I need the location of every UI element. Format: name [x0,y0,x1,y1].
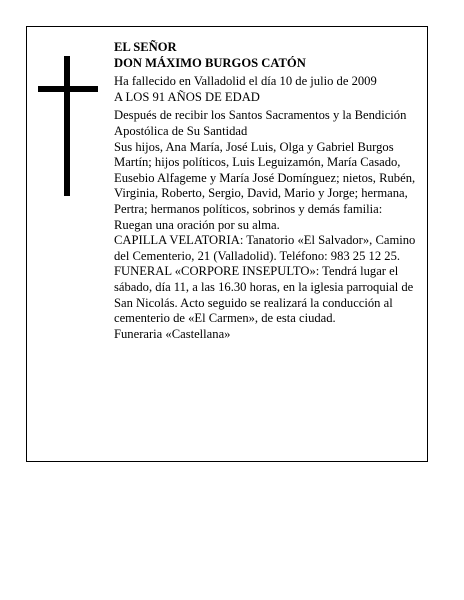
age-statement: A LOS 91 AÑOS DE EDAD [114,89,260,104]
death-statement: Ha fallecido en Valladolid el día 10 de julio de 2009 [114,74,377,89]
cross-icon [38,56,98,196]
sacraments-statement: Después de recibir los Santos Sacramentos y la Bendición Apostólica de Su Santidad [114,108,407,138]
funeral-home: Funeraria «Castellana» [114,326,231,341]
obituary-content [114,40,430,342]
cross-horizontal-bar [38,86,98,92]
funeral-info: FUNERAL «CORPORE INSEPULTO»: Tendrá lugar el sábado, día 11, a las 16.30 horas, en la iglesia parroquial de San Nicolás. Acto seguido se realizará la conducción al cementerio de «El Carmen», de esta ciudad. [114,264,414,326]
notice-title: EL SEÑOR [114,40,177,54]
deceased-name: DON MÁXIMO BURGOS CATÓN [114,55,306,70]
chapel-info: CAPILLA VELATORIA: Tanatorio «El Salvador», Camino del Cementerio, 21 (Valladolid). Teléfono: 983 25 12 25. [114,233,416,263]
prayer-request: Ruegan una oración por su alma. [114,217,280,232]
cross-vertical-bar [64,56,70,196]
family-list: Sus hijos, Ana María, José Luis, Olga y Gabriel Burgos Martín; hijos políticos, Luis Leguizamón, María Casado, Eusebio Alfageme y María José Domínguez; nietos, Rubén, Virginia, Roberto, Sergio, David, Mario y Jorge; hermana, Pertra; hermanos políticos, sobrinos y demás familia: [114,139,416,216]
